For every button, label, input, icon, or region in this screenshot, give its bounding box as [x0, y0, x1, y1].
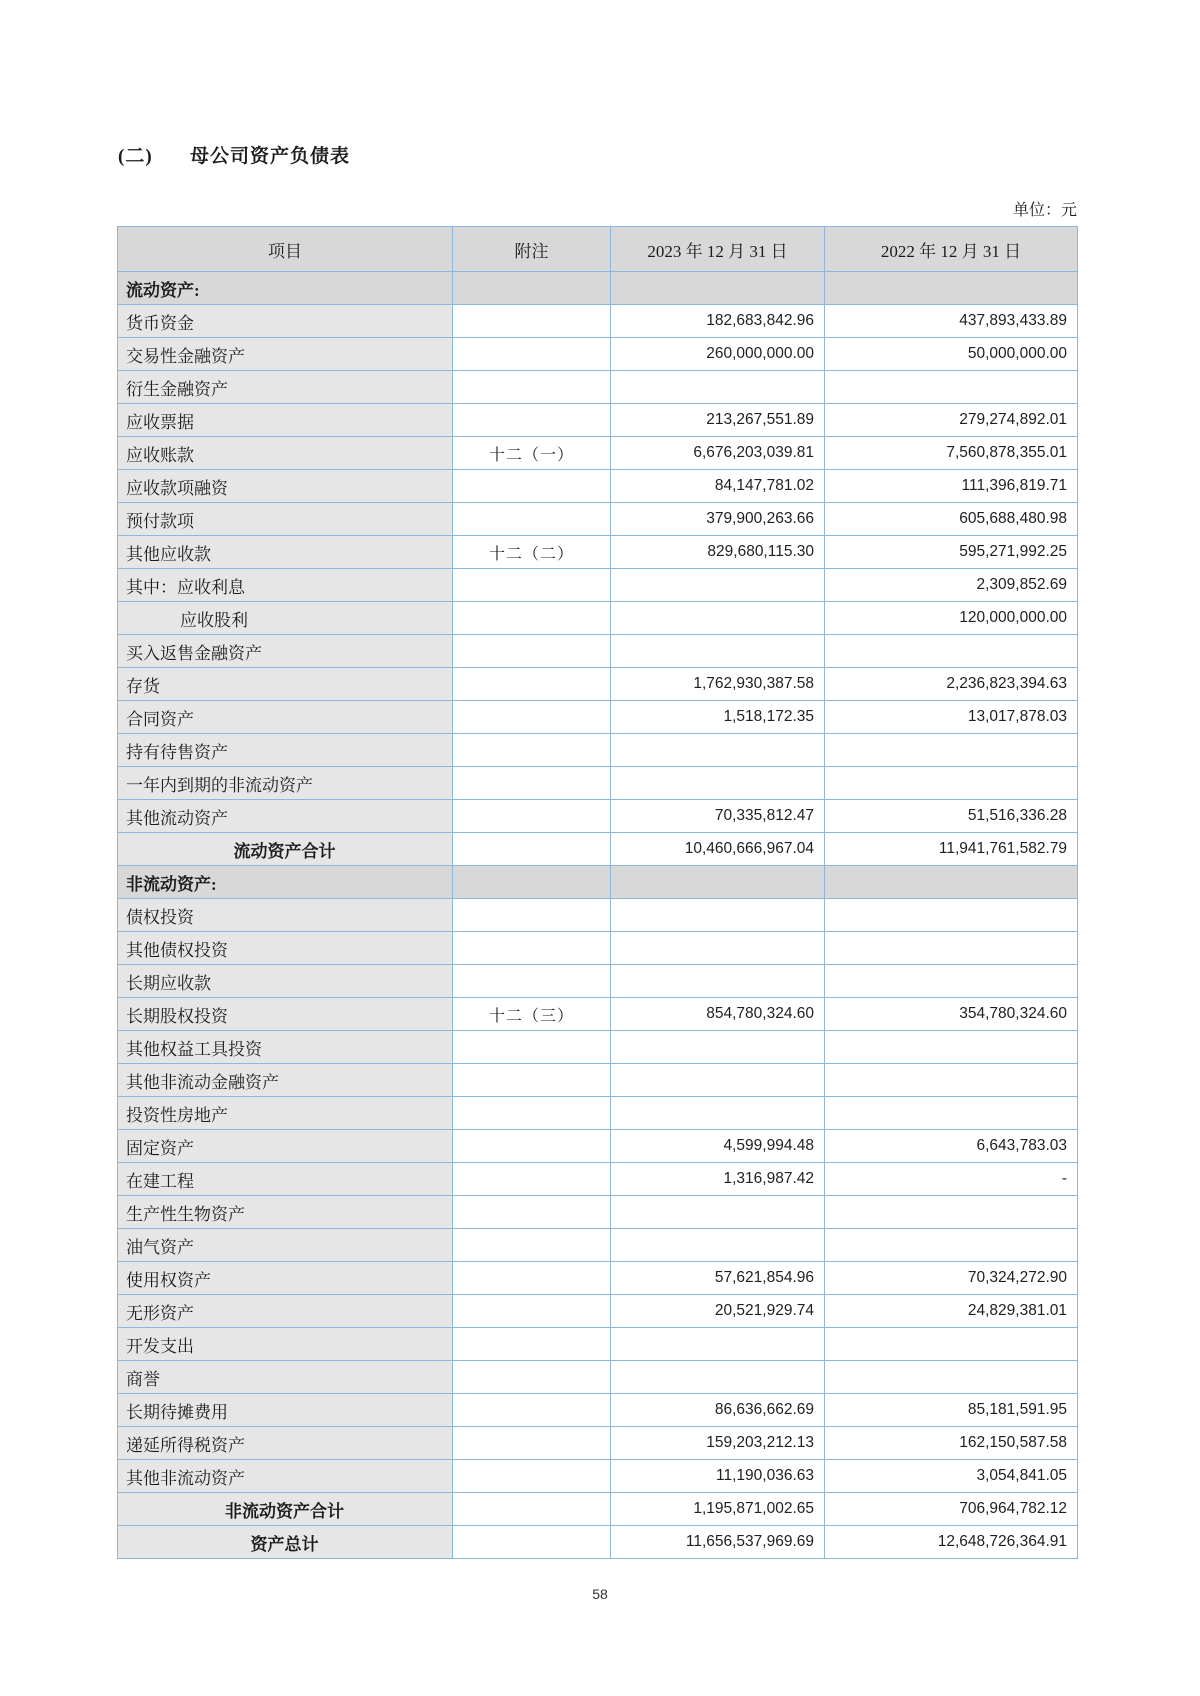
note-cell	[453, 767, 611, 800]
value-2023-cell: 260,000,000.00	[611, 338, 825, 371]
item-cell: 长期应收款	[118, 965, 453, 998]
value-2023-cell	[611, 1064, 825, 1097]
table-row	[118, 536, 1078, 569]
note-cell: 十二（三）	[453, 998, 611, 1031]
item-cell: 流动资产合计	[118, 833, 453, 866]
value-2022-cell	[825, 1229, 1078, 1262]
table-row	[118, 1460, 1078, 1493]
item-cell: 其他应收款	[118, 536, 453, 569]
table-row	[118, 338, 1078, 371]
item-cell: 应收账款	[118, 437, 453, 470]
value-2023-cell: 10,460,666,967.04	[611, 833, 825, 866]
item-cell: 在建工程	[118, 1163, 453, 1196]
value-2023-cell: 1,762,930,387.58	[611, 668, 825, 701]
value-2022-cell	[825, 965, 1078, 998]
value-2023-cell	[611, 1097, 825, 1130]
value-2022-cell	[825, 371, 1078, 404]
note-cell	[453, 800, 611, 833]
table-row	[118, 569, 1078, 602]
item-cell: 合同资产	[118, 701, 453, 734]
note-cell	[453, 1130, 611, 1163]
value-2023-cell: 70,335,812.47	[611, 800, 825, 833]
item-cell: 预付款项	[118, 503, 453, 536]
value-2023-cell: 11,656,537,969.69	[611, 1526, 825, 1559]
table-row	[118, 404, 1078, 437]
value-2023-cell	[611, 932, 825, 965]
item-cell: 商誉	[118, 1361, 453, 1394]
table-row	[118, 635, 1078, 668]
table-row	[118, 932, 1078, 965]
item-cell: 开发支出	[118, 1328, 453, 1361]
value-2022-cell	[825, 899, 1078, 932]
value-2022-cell	[825, 1064, 1078, 1097]
value-2023-cell: 57,621,854.96	[611, 1262, 825, 1295]
value-2023-cell: 20,521,929.74	[611, 1295, 825, 1328]
note-cell: 十二（二）	[453, 536, 611, 569]
value-2023-cell	[611, 371, 825, 404]
item-cell: 生产性生物资产	[118, 1196, 453, 1229]
item-cell: 长期股权投资	[118, 998, 453, 1031]
table-row	[118, 602, 1078, 635]
value-2023-cell	[611, 1031, 825, 1064]
item-cell: 固定资产	[118, 1130, 453, 1163]
table-row	[118, 1031, 1078, 1064]
item-cell: 资产总计	[118, 1526, 453, 1559]
value-2022-cell: 3,054,841.05	[825, 1460, 1078, 1493]
table-row	[118, 503, 1078, 536]
value-2023-cell: 86,636,662.69	[611, 1394, 825, 1427]
item-cell: 流动资产:	[118, 272, 453, 305]
item-cell: 买入返售金融资产	[118, 635, 453, 668]
item-cell: 交易性金融资产	[118, 338, 453, 371]
value-2023-cell	[611, 602, 825, 635]
value-2023-cell	[611, 1229, 825, 1262]
value-2023-cell: 854,780,324.60	[611, 998, 825, 1031]
value-2023-cell: 182,683,842.96	[611, 305, 825, 338]
table-row	[118, 437, 1078, 470]
note-cell	[453, 701, 611, 734]
item-cell: 其他非流动资产	[118, 1460, 453, 1493]
value-2022-cell: 706,964,782.12	[825, 1493, 1078, 1526]
value-2022-cell: 120,000,000.00	[825, 602, 1078, 635]
table-row	[118, 1196, 1078, 1229]
value-2022-cell: 162,150,587.58	[825, 1427, 1078, 1460]
value-2022-cell: 437,893,433.89	[825, 305, 1078, 338]
section-number: (二)	[118, 146, 153, 167]
table-row	[118, 899, 1078, 932]
value-2023-cell	[611, 569, 825, 602]
item-cell: 持有待售资产	[118, 734, 453, 767]
table-row	[118, 668, 1078, 701]
note-cell	[453, 668, 611, 701]
item-cell: 其中：应收利息	[118, 569, 453, 602]
note-cell	[453, 899, 611, 932]
note-cell	[453, 338, 611, 371]
note-cell	[453, 1196, 611, 1229]
table-row	[118, 1229, 1078, 1262]
note-cell	[453, 1361, 611, 1394]
table-row	[118, 371, 1078, 404]
value-2022-cell: 354,780,324.60	[825, 998, 1078, 1031]
value-2023-cell	[611, 1196, 825, 1229]
note-cell	[453, 866, 611, 899]
note-cell	[453, 1493, 611, 1526]
item-cell: 使用权资产	[118, 1262, 453, 1295]
table-row	[118, 767, 1078, 800]
value-2022-cell: 13,017,878.03	[825, 701, 1078, 734]
value-2022-cell: 12,648,726,364.91	[825, 1526, 1078, 1559]
value-2022-cell	[825, 1031, 1078, 1064]
total-row	[118, 1493, 1078, 1526]
column-header-2023: 2023 年 12 月 31 日	[611, 227, 825, 272]
value-2022-cell: 111,396,819.71	[825, 470, 1078, 503]
note-cell	[453, 1328, 611, 1361]
note-cell	[453, 569, 611, 602]
table-row	[118, 800, 1078, 833]
value-2022-cell	[825, 767, 1078, 800]
table-body	[118, 272, 1078, 1559]
column-header-note: 附注	[453, 227, 611, 272]
note-cell	[453, 1526, 611, 1559]
page-number: 58	[592, 1586, 608, 1602]
table-row	[118, 965, 1078, 998]
column-header-2022: 2022 年 12 月 31 日	[825, 227, 1078, 272]
table-row	[118, 1328, 1078, 1361]
note-cell: 十二（一）	[453, 437, 611, 470]
value-2023-cell: 1,316,987.42	[611, 1163, 825, 1196]
value-2023-cell: 829,680,115.30	[611, 536, 825, 569]
note-cell	[453, 272, 611, 305]
item-cell: 长期待摊费用	[118, 1394, 453, 1427]
value-2022-cell: 51,516,336.28	[825, 800, 1078, 833]
item-cell: 应收股利	[118, 602, 453, 635]
total-row	[118, 833, 1078, 866]
value-2023-cell: 84,147,781.02	[611, 470, 825, 503]
value-2023-cell	[611, 866, 825, 899]
note-cell	[453, 1229, 611, 1262]
note-cell	[453, 932, 611, 965]
value-2023-cell	[611, 767, 825, 800]
table-row	[118, 1295, 1078, 1328]
item-cell: 应收款项融资	[118, 470, 453, 503]
item-cell: 其他债权投资	[118, 932, 453, 965]
note-cell	[453, 1295, 611, 1328]
item-cell: 无形资产	[118, 1295, 453, 1328]
note-cell	[453, 1427, 611, 1460]
table-row	[118, 1130, 1078, 1163]
item-cell: 货币资金	[118, 305, 453, 338]
value-2022-cell: 2,236,823,394.63	[825, 668, 1078, 701]
value-2022-cell	[825, 1196, 1078, 1229]
value-2022-cell	[825, 635, 1078, 668]
value-2023-cell: 1,518,172.35	[611, 701, 825, 734]
value-2022-cell: 24,829,381.01	[825, 1295, 1078, 1328]
note-cell	[453, 371, 611, 404]
value-2022-cell: 70,324,272.90	[825, 1262, 1078, 1295]
note-cell	[453, 635, 611, 668]
note-cell	[453, 1031, 611, 1064]
unit-label: 单位：元	[1012, 202, 1077, 219]
item-cell: 存货	[118, 668, 453, 701]
item-cell: 油气资产	[118, 1229, 453, 1262]
balance-sheet-table	[117, 226, 1078, 1559]
item-cell: 递延所得税资产	[118, 1427, 453, 1460]
value-2023-cell	[611, 272, 825, 305]
value-2023-cell	[611, 734, 825, 767]
value-2022-cell: 6,643,783.03	[825, 1130, 1078, 1163]
note-cell	[453, 965, 611, 998]
value-2022-cell	[825, 1361, 1078, 1394]
item-cell: 应收票据	[118, 404, 453, 437]
table-row	[118, 1097, 1078, 1130]
value-2023-cell: 213,267,551.89	[611, 404, 825, 437]
item-cell: 其他非流动金融资产	[118, 1064, 453, 1097]
note-cell	[453, 470, 611, 503]
value-2022-cell: 279,274,892.01	[825, 404, 1078, 437]
value-2022-cell	[825, 932, 1078, 965]
note-cell	[453, 1460, 611, 1493]
note-cell	[453, 1394, 611, 1427]
note-cell	[453, 1097, 611, 1130]
note-cell	[453, 1064, 611, 1097]
item-cell: 其他流动资产	[118, 800, 453, 833]
item-cell: 投资性房地产	[118, 1097, 453, 1130]
table-row	[118, 470, 1078, 503]
table-row	[118, 305, 1078, 338]
value-2023-cell: 6,676,203,039.81	[611, 437, 825, 470]
table-header-row	[118, 227, 1078, 272]
value-2022-cell: -	[825, 1163, 1078, 1196]
item-cell: 衍生金融资产	[118, 371, 453, 404]
note-cell	[453, 1163, 611, 1196]
value-2023-cell	[611, 1361, 825, 1394]
item-cell: 非流动资产合计	[118, 1493, 453, 1526]
value-2023-cell	[611, 965, 825, 998]
section-row	[118, 866, 1078, 899]
note-cell	[453, 404, 611, 437]
value-2023-cell	[611, 635, 825, 668]
value-2022-cell	[825, 734, 1078, 767]
value-2023-cell: 1,195,871,002.65	[611, 1493, 825, 1526]
value-2022-cell: 605,688,480.98	[825, 503, 1078, 536]
value-2023-cell: 11,190,036.63	[611, 1460, 825, 1493]
value-2022-cell	[825, 1328, 1078, 1361]
value-2023-cell: 4,599,994.48	[611, 1130, 825, 1163]
value-2023-cell	[611, 899, 825, 932]
value-2023-cell	[611, 1328, 825, 1361]
item-cell: 债权投资	[118, 899, 453, 932]
note-cell	[453, 602, 611, 635]
item-cell: 其他权益工具投资	[118, 1031, 453, 1064]
note-cell	[453, 833, 611, 866]
note-cell	[453, 503, 611, 536]
table-row	[118, 1427, 1078, 1460]
page-title: 母公司资产负债表	[190, 146, 351, 167]
value-2022-cell: 11,941,761,582.79	[825, 833, 1078, 866]
column-header-item: 项目	[118, 227, 453, 272]
total-row	[118, 1526, 1078, 1559]
item-cell: 一年内到期的非流动资产	[118, 767, 453, 800]
table-row	[118, 1064, 1078, 1097]
table-row	[118, 1163, 1078, 1196]
table-row	[118, 734, 1078, 767]
value-2022-cell	[825, 272, 1078, 305]
value-2022-cell: 595,271,992.25	[825, 536, 1078, 569]
table-row	[118, 701, 1078, 734]
note-cell	[453, 305, 611, 338]
value-2023-cell: 159,203,212.13	[611, 1427, 825, 1460]
value-2022-cell	[825, 866, 1078, 899]
document-title	[118, 141, 350, 168]
value-2022-cell	[825, 1097, 1078, 1130]
table-row	[118, 998, 1078, 1031]
item-cell: 非流动资产:	[118, 866, 453, 899]
value-2023-cell: 379,900,263.66	[611, 503, 825, 536]
table-row	[118, 1394, 1078, 1427]
note-cell	[453, 734, 611, 767]
value-2022-cell: 85,181,591.95	[825, 1394, 1078, 1427]
value-2022-cell: 50,000,000.00	[825, 338, 1078, 371]
table-row	[118, 1361, 1078, 1394]
value-2022-cell: 7,560,878,355.01	[825, 437, 1078, 470]
section-row	[118, 272, 1078, 305]
table-row	[118, 1262, 1078, 1295]
note-cell	[453, 1262, 611, 1295]
value-2022-cell: 2,309,852.69	[825, 569, 1078, 602]
